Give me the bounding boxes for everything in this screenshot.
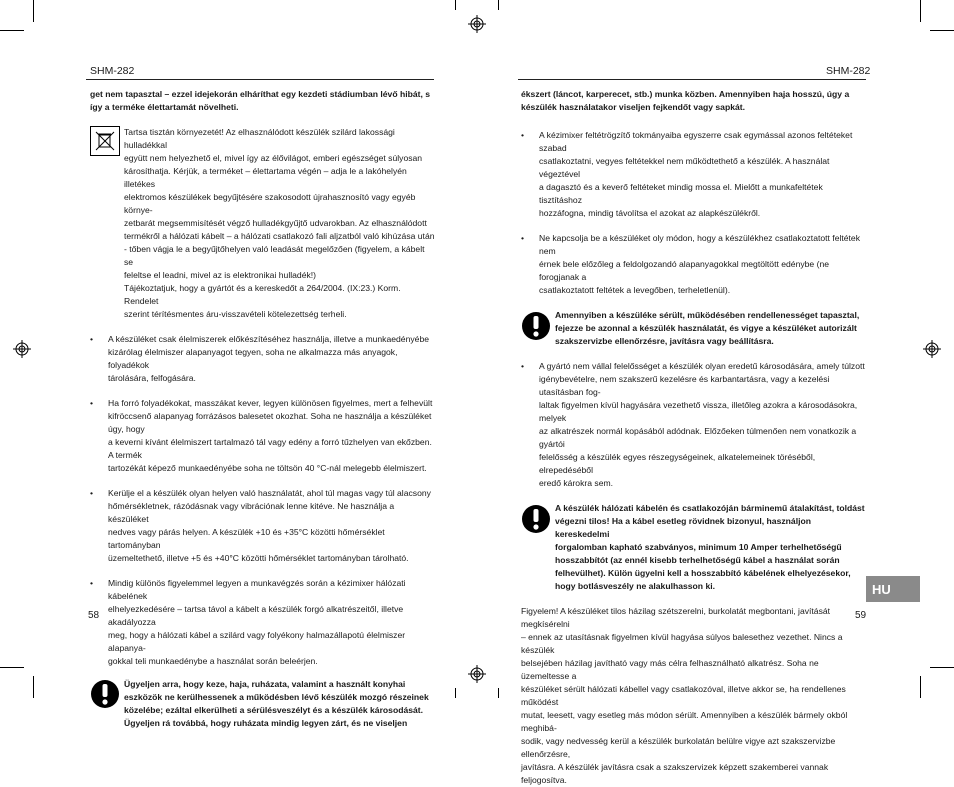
bullet-icon: • xyxy=(521,233,525,243)
bullet-line: a dagasztó és a keverő feltéteket mindig mossa el. Mielőtt a munkafeltétek tisztításhoz xyxy=(539,182,823,205)
warning-line: hosszabbítót (az ennél kisebb terhelhetőségű kábel a használat során xyxy=(555,555,840,565)
bullet-line: A kézimixer feltétrögzítő tokmányaiba egyszerre csak egymással azonos feltéteket szabad xyxy=(539,130,853,153)
list-item xyxy=(90,333,435,385)
crop-mark xyxy=(455,688,456,698)
crossed-out-wheelie-bin-icon xyxy=(90,126,120,156)
bullet-line: Ha forró folyadékokat, masszákat kever, legyen különösen figyelmes, mert a felhevült xyxy=(108,398,433,408)
warning-line: felhevülhet). Külön ügyelni kell a hosszabbító kábelének elhelyezésekor, xyxy=(555,568,851,578)
warning-line: eszközök ne kerülhessenek a működésben lévő készülék mozgó részeinek xyxy=(124,692,429,702)
page-number: 58 xyxy=(88,610,100,621)
bullet-line: eredő károkra sem. xyxy=(539,478,614,488)
recycle-lines xyxy=(124,126,435,321)
bullet-line: igénybevételre, nem szakszerű kezelésre és karbantartásra, vagy a kezelési utasításban fog- xyxy=(539,374,830,397)
closing-line: belsejében házilag javítható vagy más célra felhasználható alkatrész. Soha ne üzemeltesse a xyxy=(521,658,819,681)
bullet-line: érnek bele előzőleg a feldolgozandó alapanyagokkal megtöltött edénybe (ne forogjanak a xyxy=(539,259,830,282)
right-page-content xyxy=(521,88,866,787)
crop-mark xyxy=(455,0,456,10)
closing-paragraph xyxy=(521,605,866,787)
registration-mark-icon xyxy=(468,15,486,33)
recycle-line: zetbarát megsemmisítését végző hulladékgyűjtő udvarokban. Az elhasználódott xyxy=(124,218,427,228)
bullet-line: gokkal teli munkaedénybe a használat során beleérjen. xyxy=(108,656,318,666)
bullet-line: kifröccsenő alapanyag forrázásos balesetet okozhat. Soha ne használja a készüléket úgy, hogy xyxy=(108,411,432,434)
bullet-line: tartozékát képező munkaedényébe soha ne töltsön 40 °C-nál melegebb élelmiszert. xyxy=(108,463,427,473)
bullet-line: kizárólag élelmiszer alapanyagot tegyen, soha ne alkalmazza más anyagok, folyadékok xyxy=(108,347,398,370)
crop-mark xyxy=(498,688,499,698)
recycle-line: szerint térítésmentes áru-visszavételi kötelezettség terheli. xyxy=(124,309,347,319)
list-item xyxy=(90,577,435,668)
closing-line: készüléket sérült hálózati kábellel vagy csatlakozóval, illetve akkor se, ha rendellenes működést xyxy=(521,684,846,707)
recycle-line: károsíthatja. Kérjük, a terméket – élettartama végén – adja le a lakóhelyén illetékes xyxy=(124,166,407,189)
left-page-content xyxy=(90,88,435,730)
crop-mark xyxy=(930,667,954,668)
exclamation-mark-icon xyxy=(521,504,551,534)
warning-line: hogy botlásveszély ne alakulhasson ki. xyxy=(555,581,715,591)
closing-line: sodik, vagy nedvesség kerül a készülék burkolatán belülre vigye azt szakszervizbe ellenőrzésre, xyxy=(521,736,836,759)
list-item xyxy=(90,487,435,565)
warning-line: fejezze be azonnal a készülék használatát, és vigye a készüléket autorizált xyxy=(555,323,857,333)
bullet-icon: • xyxy=(521,361,525,371)
crop-mark xyxy=(0,667,24,668)
recycle-line: elektromos készülékek begyűjtésére szakosodott újrahasznosító vagy egyéb környe- xyxy=(124,192,416,215)
intro-line: ékszert (láncot, karperecet, stb.) munka közben. Amennyiben haja hosszú, úgy a xyxy=(521,89,850,99)
recycle-line: Tartsa tisztán környezetét! Az elhasználódott készülék szilárd lakossági hulladékkal xyxy=(124,127,395,150)
intro-text: get nem tapasztal – ezzel idejekorán elháríthat egy kezdeti stádiumban lévő hibát, s így a terméke élettartamát növelheti. xyxy=(90,89,431,112)
warning-line: A készülék hálózati kábelén és csatlakozóján bárminemű átalakítást, toldást xyxy=(555,503,865,513)
exclamation-mark-icon xyxy=(90,679,120,709)
bullet-line: Mindig különös figyelemmel legyen a munkavégzés során a kézimixer hálózati kábelének xyxy=(108,578,406,601)
bullet-icon: • xyxy=(521,130,525,140)
warning-line: közelébe; ezáltal elkerülheti a sérülésveszélyt és a készülék károsodását. xyxy=(124,705,424,715)
bullet-line: Kerülje el a készülék olyan helyen való használatát, ahol túl magas vagy túl alacsony xyxy=(108,488,431,498)
page-header: SHM-282 xyxy=(826,65,871,77)
bullet-line: üzemeltethető, illetve +5 és +40°C közötti hőmérséklet tartományban tárolható. xyxy=(108,553,409,563)
recycle-line: termékről a hálózati kábelt – a hálózati csatlakozó fali aljzatból való kihúzása után xyxy=(124,231,435,241)
bullet-line: A készüléket csak élelmiszerek előkészítéséhez használja, illetve a munkaedényébe xyxy=(108,334,430,344)
bullet-line: a keverni kívánt élelmiszert tartalmazó tál vagy edény a forró tűzhelyen van ekőzben. A termék xyxy=(108,437,432,460)
bullet-line: csatlakoztatott feltétek a levegőben, terheletlenül). xyxy=(539,285,731,295)
warning-line: szakszervizbe ellenőrzésre, javításra vagy beállításra. xyxy=(555,336,774,346)
closing-line: Figyelem! A készüléket tilos házilag szétszerelni, burkolatát megbontani, javítását megkísérelni xyxy=(521,606,831,629)
crop-mark xyxy=(920,676,921,698)
list-item xyxy=(521,232,866,297)
bullet-icon: • xyxy=(90,334,94,344)
crop-mark xyxy=(930,30,954,31)
bullet-line: az alkatrészek normál kopásából adódnak. Előzőeken túlmenően nem vonatkozik a gyártói xyxy=(539,426,857,449)
closing-line: mutat, leesett, vagy esetleg más módon sérült. Amennyiben a készülék bármely okból meghibá- xyxy=(521,710,848,733)
bullet-line: csatlakoztatni, vegyes feltétekkel nem működtethető a készülék. A használat végeztével xyxy=(539,156,830,179)
header-rule xyxy=(518,79,866,80)
bullet-line: felelősség a készülék egyes részegységeinek, alkatelemeinek töréséből, elrepedéséből xyxy=(539,452,816,475)
bullet-line: laltak figyelmen kívül hagyására vezethető vissza, illetőleg azokra a károsodásokra, melyek xyxy=(539,400,858,423)
crop-mark xyxy=(498,0,499,10)
warning-line: Ügyeljen rá továbbá, hogy ruházata mindig legyen zárt, és ne viseljen xyxy=(124,718,408,728)
bullet-line: tárolására, felfogására. xyxy=(108,373,196,383)
warning-notice xyxy=(521,502,866,593)
recycle-notice xyxy=(90,126,435,321)
bullet-line: A gyártó nem vállal felelősséget a készülék olyan eredetű károsodására, amely túlzott xyxy=(539,361,865,371)
crop-mark xyxy=(0,30,24,31)
bullet-line: hozzáfogna, mindig távolítsa el azokat az alapkészülékről. xyxy=(539,208,761,218)
closing-line: – ennek az utasításnak figyelmen kívül hagyása súlyos balesethez vezethet. Nincs a készülék xyxy=(521,632,843,655)
registration-mark-icon xyxy=(923,340,941,358)
intro-line: készülék használatakor viseljen fejkendőt vagy sapkát. xyxy=(521,102,746,112)
registration-mark-icon xyxy=(468,665,486,683)
bullet-line: nedves vagy párás helyen. A készülék +10 és +35°C közötti hőmérséklet tartományban xyxy=(108,527,385,550)
warning-line: Amennyiben a készüléke sérült, működésében rendellenességet tapasztal, xyxy=(555,310,860,320)
bullet-line: Ne kapcsolja be a készüléket oly módon, hogy a készülékhez csatlakoztatott feltétek nem xyxy=(539,233,861,256)
bullet-icon: • xyxy=(90,398,94,408)
bullet-line: meg, hogy a hálózati kábel a szilárd vagy folyékony halmazállapotú élelmiszer alapanya- xyxy=(108,630,406,653)
crop-mark xyxy=(920,0,921,22)
page-header: SHM-282 xyxy=(90,65,135,77)
bullet-icon: • xyxy=(90,488,94,498)
exclamation-mark-icon xyxy=(521,311,551,341)
recycle-line: együtt nem helyezhető el, mivel így az élővilágot, emberi egészséget súlyosan xyxy=(124,153,423,163)
closing-line: javításra. A készülék javításra csak a szakszervizek képzett szakemberei vannak feljogosítva. xyxy=(521,762,829,785)
list-item xyxy=(521,360,866,490)
header-rule xyxy=(86,79,434,80)
bullet-line: elhelyezkedésére – tartsa távol a kábelt a készülék forgó alkatrészeitől, illetve akadályozza xyxy=(108,604,404,627)
recycle-line: Tájékoztatjuk, hogy a gyártót és a kereskedőt a 264/2004. (IX:23.) Korm. Rendelet xyxy=(124,283,401,306)
list-item xyxy=(521,129,866,220)
list-item xyxy=(90,397,435,475)
crop-mark xyxy=(33,676,34,698)
page-number: 59 xyxy=(855,610,867,621)
warning-line: forgalomban kapható szabványos, minimum 10 Amper terhelhetőségű xyxy=(555,542,842,552)
language-tab: HU xyxy=(866,576,920,602)
bullet-icon: • xyxy=(90,578,94,588)
bullet-line: hőmérsékletnek, rázódásnak vagy vibrációnak lenne kitéve. Ne használja a készüléket xyxy=(108,501,395,524)
warning-line: Ügyeljen arra, hogy keze, haja, ruházata, valamint a használt konyhai xyxy=(124,679,406,689)
registration-mark-icon xyxy=(13,340,31,358)
recycle-line: feleltse el leadni, mivel az is elektronikai hulladék!) xyxy=(124,270,317,280)
crop-mark xyxy=(33,0,34,22)
warning-line: végezni tilos! Ha a kábel esetleg rövidnek bizonyul, használjon kereskedelmi xyxy=(555,516,811,539)
warning-notice xyxy=(521,309,866,348)
warning-notice xyxy=(90,678,435,730)
recycle-line: - tőben vágja le a begyűjtőhelyen való leadását megelőzően (figyelem, a kábelt se xyxy=(124,244,425,267)
